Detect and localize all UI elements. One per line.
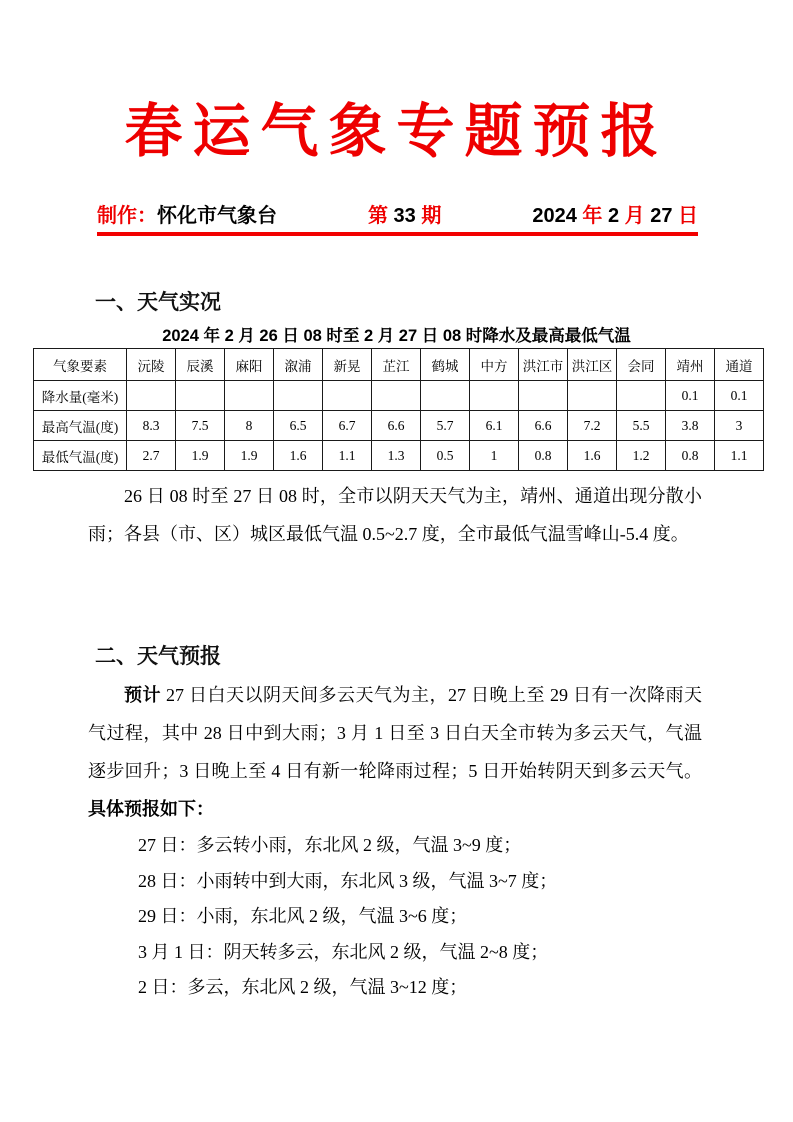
table-cell: 0.1 (715, 381, 764, 411)
section2-heading: 二、天气预报 (95, 645, 221, 668)
forecast-item-day27: 27 日：多云转小雨，东北风 2 级，气温 3~9 度； (138, 835, 522, 855)
header-cell-station: 通道 (715, 349, 764, 381)
header-cell-station: 沅陵 (127, 349, 176, 381)
table-cell: 3.8 (666, 411, 715, 441)
issue-prefix: 第 (367, 205, 388, 227)
header-cell-station: 溆浦 (274, 349, 323, 381)
table-cell: 7.5 (176, 411, 225, 441)
weather-table-title: 2024 年 2 月 26 日 08 时至 2 月 27 日 08 时降水及最高最低气温 (162, 327, 631, 345)
table-cell (225, 381, 274, 411)
row-label: 最高气温(度) (34, 411, 127, 441)
table-cell: 3 (715, 411, 764, 441)
row-label: 最低气温(度) (34, 441, 127, 471)
weather-observation-table (33, 348, 764, 471)
table-cell: 1.9 (176, 441, 225, 471)
forecast-item-mar2: 2 日：多云，东北风 2 级，气温 3~12 度； (138, 977, 468, 997)
table-row-min-temp (34, 441, 764, 471)
date-year-unit: 年 (582, 205, 603, 227)
table-cell: 1.2 (617, 441, 666, 471)
table-cell: 0.8 (519, 441, 568, 471)
producer-value: 怀化市气象台 (157, 205, 277, 227)
table-cell (323, 381, 372, 411)
document-title: 春运气象专题预报 (124, 99, 669, 164)
table-cell: 5.7 (421, 411, 470, 441)
header-cell-station: 会同 (617, 349, 666, 381)
forecast-body-text: 27 日白天以阴天间多云天气为主，27 日晚上至 29 日有一次降雨天气过程，其中 28 日中到大雨；3 月 1 日至 3 日白天全市转为多云天气，气温逐步回升；3 日晚上至 4 日有新一轮降雨过程；5 日开始转阴天到多云天气。 (88, 685, 702, 781)
header-cell-station: 洪江区 (568, 349, 617, 381)
table-cell: 6.6 (372, 411, 421, 441)
table-header-row (34, 349, 764, 381)
header-cell-station: 靖州 (666, 349, 715, 381)
table-cell: 5.5 (617, 411, 666, 441)
table-cell: 1.1 (323, 441, 372, 471)
table-cell (470, 381, 519, 411)
table-row-precipitation (34, 381, 764, 411)
table-cell: 2.7 (127, 441, 176, 471)
forecast-item-day29: 29 日：小雨，东北风 2 级，气温 3~6 度； (138, 906, 468, 926)
forecast-list (138, 828, 704, 1006)
table-cell: 8.3 (127, 411, 176, 441)
header-cell-station: 鹤城 (421, 349, 470, 381)
date-day: 27 (644, 205, 678, 227)
table-cell: 8 (225, 411, 274, 441)
issue-value: 33 (387, 205, 422, 227)
forecast-lead-bold: 预计 (124, 685, 161, 705)
forecast-item-mar1: 3 月 1 日：阴天转多云，东北风 2 级，气温 2~8 度； (138, 941, 549, 962)
table-cell: 1.1 (715, 441, 764, 471)
table-cell: 0.1 (666, 381, 715, 411)
date-year: 2024 (532, 205, 583, 227)
date-month-unit: 月 (624, 205, 645, 227)
table-cell: 6.7 (323, 411, 372, 441)
table-cell: 6.6 (519, 411, 568, 441)
header-cell-station: 芷江 (372, 349, 421, 381)
header-cell-station: 新晃 (323, 349, 372, 381)
table-cell: 1 (470, 441, 519, 471)
forecast-item-day28: 28 日：小雨转中到大雨，东北风 3 级，气温 3~7 度； (138, 870, 558, 891)
table-cell: 1.6 (274, 441, 323, 471)
table-cell (274, 381, 323, 411)
masthead-info-line (97, 203, 698, 229)
table-cell (372, 381, 421, 411)
table-cell (421, 381, 470, 411)
producer-label: 制作： (97, 205, 157, 227)
date-day-unit: 日 (678, 205, 698, 227)
table-cell: 1.6 (568, 441, 617, 471)
header-cell-station: 辰溪 (176, 349, 225, 381)
header-cell-element: 气象要素 (34, 349, 127, 381)
table-cell: 6.5 (274, 411, 323, 441)
table-cell (568, 381, 617, 411)
table-cell: 7.2 (568, 411, 617, 441)
forecast-paragraph (88, 676, 702, 828)
date-month: 2 (602, 205, 625, 227)
issue-date (532, 203, 698, 229)
row-label: 降水量(毫米) (34, 381, 127, 411)
masthead-divider-rule (97, 232, 698, 236)
table-row-max-temp (34, 411, 764, 441)
section1-heading: 一、天气实况 (95, 291, 221, 314)
issue-suffix: 期 (421, 205, 442, 227)
table-cell: 1.3 (372, 441, 421, 471)
issue-number (368, 203, 441, 229)
header-cell-station: 中方 (470, 349, 519, 381)
table-cell (519, 381, 568, 411)
table-cell: 0.8 (666, 441, 715, 471)
table-cell (176, 381, 225, 411)
table-cell: 0.5 (421, 441, 470, 471)
observation-paragraph: 26 日 08 时至 27 日 08 时，全市以阴天天气为主，靖州、通道出现分散小雨；各县（市、区）城区最低气温 0.5~2.7 度，全市最低气温雪峰山-5.4 度。 (88, 486, 702, 544)
forecast-tail-bold: 具体预报如下： (88, 799, 214, 819)
header-cell-station: 洪江市 (519, 349, 568, 381)
table-cell: 1.9 (225, 441, 274, 471)
producer (97, 203, 277, 229)
table-cell (127, 381, 176, 411)
table-cell: 6.1 (470, 411, 519, 441)
header-cell-station: 麻阳 (225, 349, 274, 381)
table-cell (617, 381, 666, 411)
